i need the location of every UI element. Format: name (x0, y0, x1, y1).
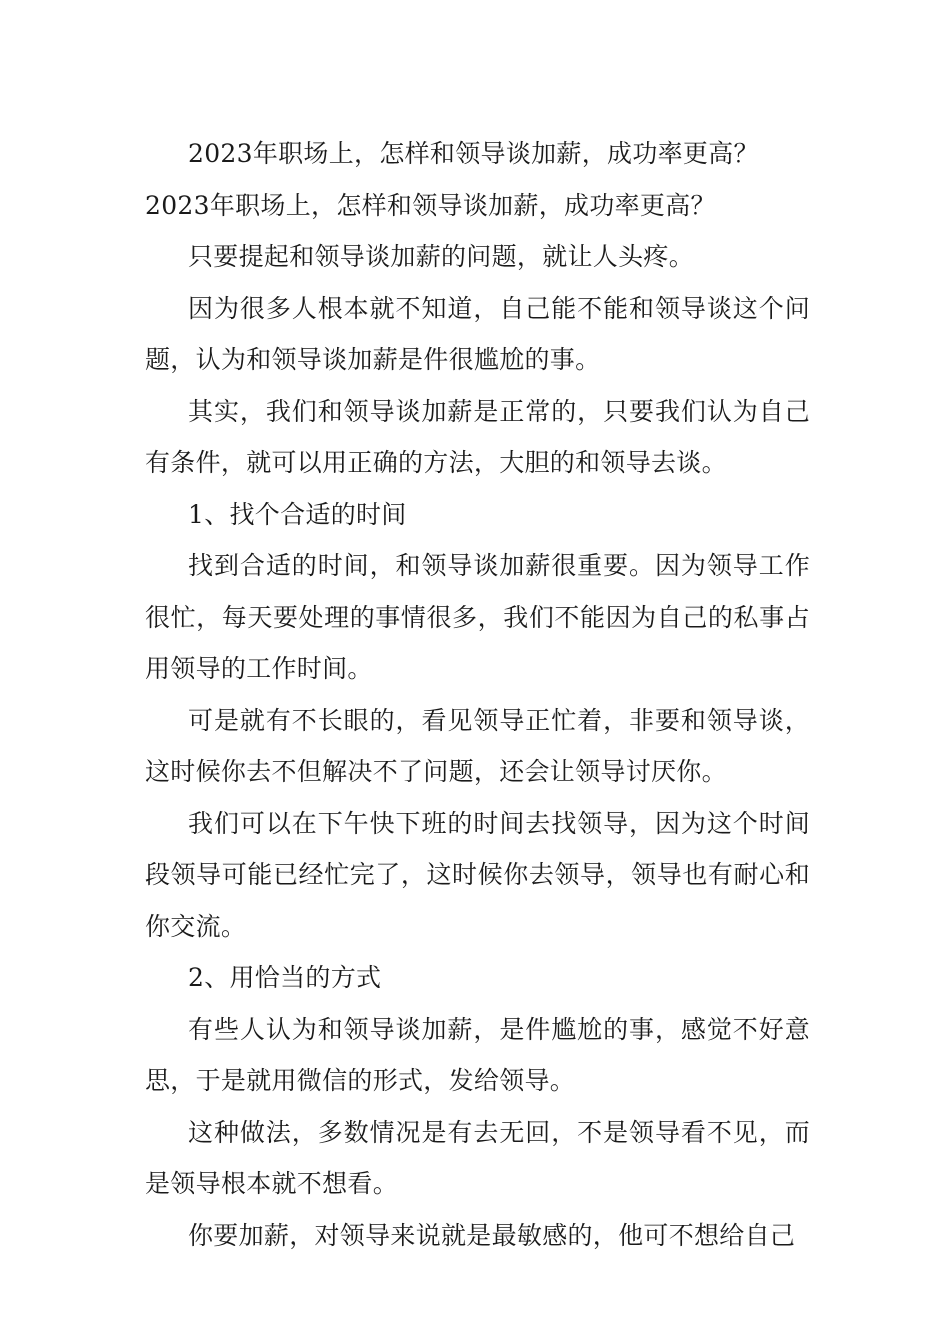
paragraph: 我们可以在下午快下班的时间去找领导，因为这个时间段领导可能已经忙完了，这时候你去领导，领导也有耐心和你交流。 (145, 808, 810, 941)
paragraph: 其实，我们和领导谈加薪是正常的，只要我们认为自己有条件，就可以用正确的方法，大胆的和领导去谈。 (145, 396, 810, 477)
paragraph: 这种做法，多数情况是有去无回，不是领导看不见，而是领导根本就不想看。 (145, 1117, 810, 1198)
paragraph: 有些人认为和领导谈加薪，是件尴尬的事，感觉不好意思，于是就用微信的形式，发给领导。 (145, 1014, 810, 1095)
document-title: 2023年职场上，怎样和领导谈加薪，成功率更高？ (188, 139, 759, 168)
paragraph: 可是就有不长眼的，看见领导正忙着，非要和领导谈，这时候你去不但解决不了问题，还会让领导讨厌你。 (145, 705, 810, 786)
paragraph: 因为很多人根本就不知道，自己能不能和领导谈这个问题，认为和领导谈加薪是件很尴尬的事。 (145, 293, 810, 374)
section-heading: 1、找个合适的时间 (188, 499, 407, 529)
paragraph: 你要加薪，对领导来说就是最敏感的，他可不想给自己 (188, 1220, 796, 1250)
document-subtitle: 2023年职场上，怎样和领导谈加薪，成功率更高？ (145, 190, 716, 220)
paragraph: 找到合适的时间，和领导谈加薪很重要。因为领导工作很忙，每天要处理的事情很多，我们不能因为自己的私事占用领导的工作时间。 (145, 551, 810, 683)
section-heading: 2、用恰当的方式 (188, 963, 382, 992)
document-body (145, 128, 810, 1261)
paragraph: 只要提起和领导谈加薪的问题，就让人头疼。 (188, 242, 695, 271)
